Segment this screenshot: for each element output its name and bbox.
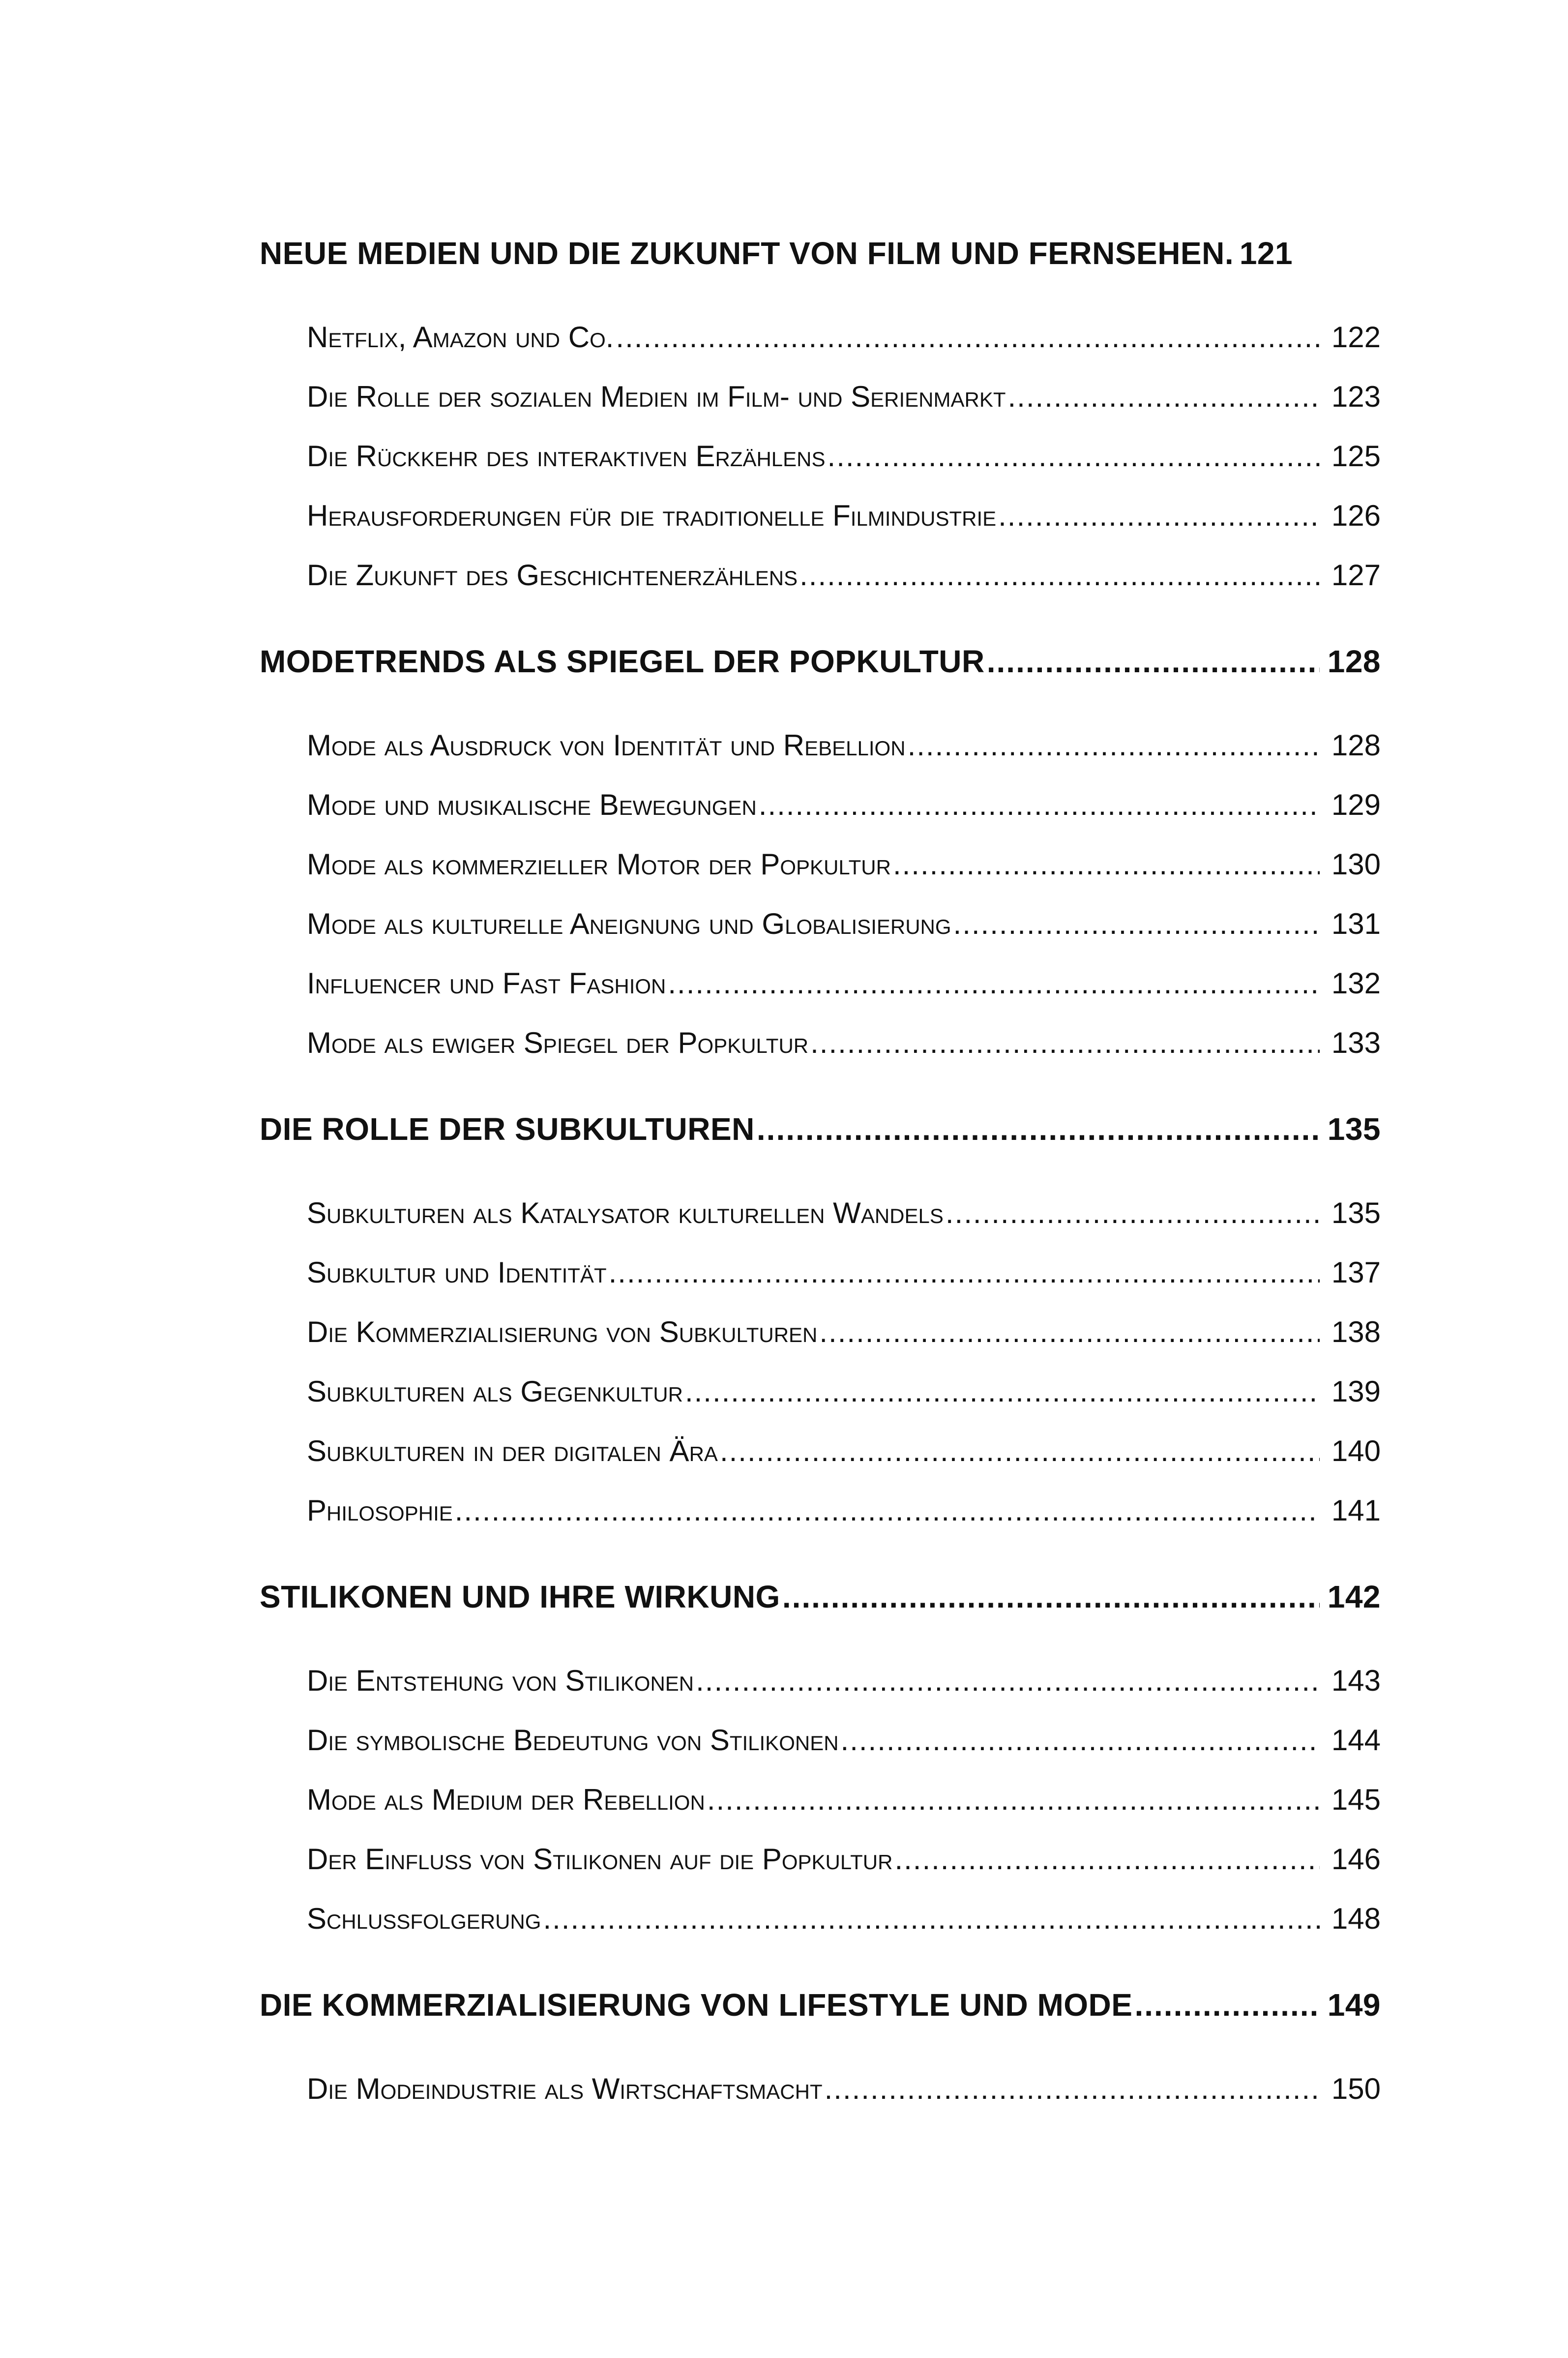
toc-page-number: 150 bbox=[1331, 2072, 1381, 2105]
dot-leader bbox=[908, 728, 1320, 762]
toc-section[interactable] bbox=[307, 1374, 1381, 1408]
toc-section-title: Mode als Medium der Rebellion bbox=[307, 1783, 705, 1816]
toc-page-number: 126 bbox=[1331, 499, 1381, 532]
toc-section-title: Die Modeindustrie als Wirtschaftsmacht bbox=[307, 2072, 823, 2105]
dot-leader bbox=[1134, 1987, 1320, 2023]
toc-section[interactable] bbox=[307, 728, 1381, 762]
toc-page-number: 138 bbox=[1331, 1315, 1381, 1348]
toc-section[interactable] bbox=[307, 966, 1381, 1000]
toc-section-title: Subkulturen als Katalysator kulturellen Wandels bbox=[307, 1196, 944, 1229]
toc-section[interactable] bbox=[307, 558, 1381, 592]
toc-section[interactable] bbox=[307, 439, 1381, 473]
toc-page-number: 125 bbox=[1331, 440, 1381, 473]
dot-leader bbox=[1008, 380, 1320, 414]
toc-page-number: 123 bbox=[1331, 380, 1381, 413]
toc-section-title: Schlussfolgerung bbox=[307, 1902, 541, 1935]
dot-leader bbox=[987, 643, 1320, 680]
toc-section-title: Subkultur und Identität bbox=[307, 1256, 607, 1289]
toc-chapter-title: NEUE MEDIEN UND DIE ZUKUNFT VON FILM UND FERNSEHEN. bbox=[260, 236, 1234, 271]
toc-page-number: 129 bbox=[1331, 788, 1381, 821]
toc-chapter-title: DIE KOMMERZIALISIERUNG VON LIFESTYLE UND MODE bbox=[260, 1987, 1133, 2023]
toc-page-number: 122 bbox=[1331, 321, 1381, 354]
toc-chapter-title: STILIKONEN UND IHRE WIRKUNG bbox=[260, 1579, 780, 1614]
toc-page-number: 142 bbox=[1327, 1579, 1381, 1614]
toc-chapter[interactable] bbox=[260, 643, 1381, 680]
dot-leader bbox=[782, 1579, 1320, 1615]
toc-section-title: Mode als kommerzieller Motor der Popkultur bbox=[307, 848, 891, 881]
toc-chapter[interactable] bbox=[260, 1987, 1381, 2023]
toc-page-number: 145 bbox=[1331, 1783, 1381, 1816]
dot-leader bbox=[893, 847, 1320, 881]
toc-page-number: 140 bbox=[1331, 1434, 1381, 1467]
dot-leader bbox=[543, 1902, 1320, 1936]
toc-section-title: Herausforderungen für die traditionelle Filmindustrie bbox=[307, 499, 997, 532]
toc-section[interactable] bbox=[307, 1434, 1381, 1468]
dot-leader bbox=[841, 1723, 1320, 1757]
toc-chapter[interactable] bbox=[260, 1579, 1381, 1615]
toc-section[interactable] bbox=[307, 1902, 1381, 1936]
toc-section-title: Die Zukunft des Geschichtenerzählens bbox=[307, 559, 798, 592]
dot-leader bbox=[455, 1493, 1320, 1527]
toc-section-title: Influencer und Fast Fashion bbox=[307, 967, 666, 1000]
toc-page-number: 148 bbox=[1331, 1902, 1381, 1935]
dot-leader bbox=[825, 2072, 1320, 2106]
dot-leader bbox=[668, 966, 1320, 1000]
dot-leader bbox=[799, 558, 1320, 592]
toc-section-title: Subkulturen in der digitalen Ära bbox=[307, 1434, 718, 1467]
toc-section[interactable] bbox=[307, 1026, 1381, 1060]
toc-page-number: 149 bbox=[1327, 1987, 1381, 2023]
toc-page-number: 127 bbox=[1331, 559, 1381, 592]
toc-page-number: 121 bbox=[1239, 236, 1293, 271]
toc-page-number: 135 bbox=[1327, 1111, 1381, 1147]
toc-section-title: Mode als Ausdruck von Identität und Rebellion bbox=[307, 729, 906, 762]
toc-section[interactable] bbox=[307, 1493, 1381, 1527]
dot-leader bbox=[946, 1196, 1320, 1230]
toc-section[interactable] bbox=[307, 1842, 1381, 1876]
toc-section[interactable] bbox=[307, 907, 1381, 941]
toc-page-number: 146 bbox=[1331, 1843, 1381, 1876]
dot-leader bbox=[828, 439, 1320, 473]
toc-section[interactable] bbox=[307, 1664, 1381, 1698]
toc-chapter-title: DIE ROLLE DER SUBKULTUREN bbox=[260, 1111, 755, 1147]
toc-section[interactable] bbox=[307, 1255, 1381, 1289]
toc-section[interactable] bbox=[307, 1196, 1381, 1230]
toc-section-title: Die Entstehung von Stilikonen bbox=[307, 1664, 694, 1697]
toc-page-number: 137 bbox=[1331, 1256, 1381, 1289]
toc-section[interactable] bbox=[307, 847, 1381, 881]
toc-section[interactable] bbox=[307, 1723, 1381, 1757]
toc-section[interactable] bbox=[307, 499, 1381, 533]
toc-page-number: 128 bbox=[1331, 729, 1381, 762]
dot-leader bbox=[609, 1255, 1320, 1289]
dot-leader bbox=[894, 1842, 1320, 1876]
toc-page-number: 133 bbox=[1331, 1026, 1381, 1059]
toc-section[interactable] bbox=[307, 2072, 1381, 2106]
dot-leader bbox=[616, 320, 1320, 354]
toc-section-title: Die Kommerzialisierung von Subkulturen bbox=[307, 1315, 818, 1348]
toc-section[interactable] bbox=[307, 788, 1381, 822]
toc-section-title: Die Rolle der sozialen Medien im Film- und Serienmarkt bbox=[307, 380, 1006, 413]
toc-section[interactable] bbox=[307, 380, 1381, 414]
toc-section[interactable] bbox=[307, 320, 1381, 354]
toc-section-title: Die symbolische Bedeutung von Stilikonen bbox=[307, 1724, 839, 1757]
dot-leader bbox=[810, 1026, 1320, 1060]
toc-page-number: 144 bbox=[1331, 1724, 1381, 1757]
toc-section-title: Der Einfluss von Stilikonen auf die Popkultur bbox=[307, 1843, 893, 1876]
dot-leader bbox=[998, 499, 1320, 533]
toc-page-number: 143 bbox=[1331, 1664, 1381, 1697]
toc-section-title: Die Rückkehr des interaktiven Erzählens bbox=[307, 440, 826, 473]
dot-leader bbox=[759, 788, 1320, 822]
toc-chapter[interactable] bbox=[260, 235, 1381, 271]
toc-section-title: Philosophie bbox=[307, 1494, 453, 1527]
toc-section[interactable] bbox=[307, 1783, 1381, 1817]
toc-page-number: 131 bbox=[1331, 907, 1381, 940]
dot-leader bbox=[696, 1664, 1320, 1698]
dot-leader bbox=[720, 1434, 1320, 1468]
dot-leader bbox=[819, 1315, 1320, 1349]
dot-leader bbox=[953, 907, 1320, 941]
toc-page-number: 141 bbox=[1331, 1494, 1381, 1527]
toc-section-title: Mode als kulturelle Aneignung und Globalisierung bbox=[307, 907, 951, 940]
toc-section-title: Subkulturen als Gegenkultur bbox=[307, 1375, 683, 1408]
dot-leader bbox=[685, 1374, 1320, 1408]
dot-leader bbox=[757, 1111, 1320, 1147]
toc-page-number: 132 bbox=[1331, 967, 1381, 1000]
toc-section-title: Mode als ewiger Spiegel der Popkultur bbox=[307, 1026, 809, 1059]
toc-page-number: 128 bbox=[1327, 644, 1381, 679]
toc-page-number: 139 bbox=[1331, 1375, 1381, 1408]
toc-chapter-title: MODETRENDS ALS SPIEGEL DER POPKULTUR bbox=[260, 644, 985, 679]
toc-page-number: 135 bbox=[1331, 1196, 1381, 1229]
dot-leader bbox=[707, 1783, 1320, 1817]
toc-section-title: Mode und musikalische Bewegungen bbox=[307, 788, 757, 821]
toc-chapter[interactable] bbox=[260, 1111, 1381, 1147]
toc-section[interactable] bbox=[307, 1315, 1381, 1349]
toc-section-title: Netflix, Amazon und Co. bbox=[307, 321, 614, 354]
toc-page-number: 130 bbox=[1331, 848, 1381, 881]
